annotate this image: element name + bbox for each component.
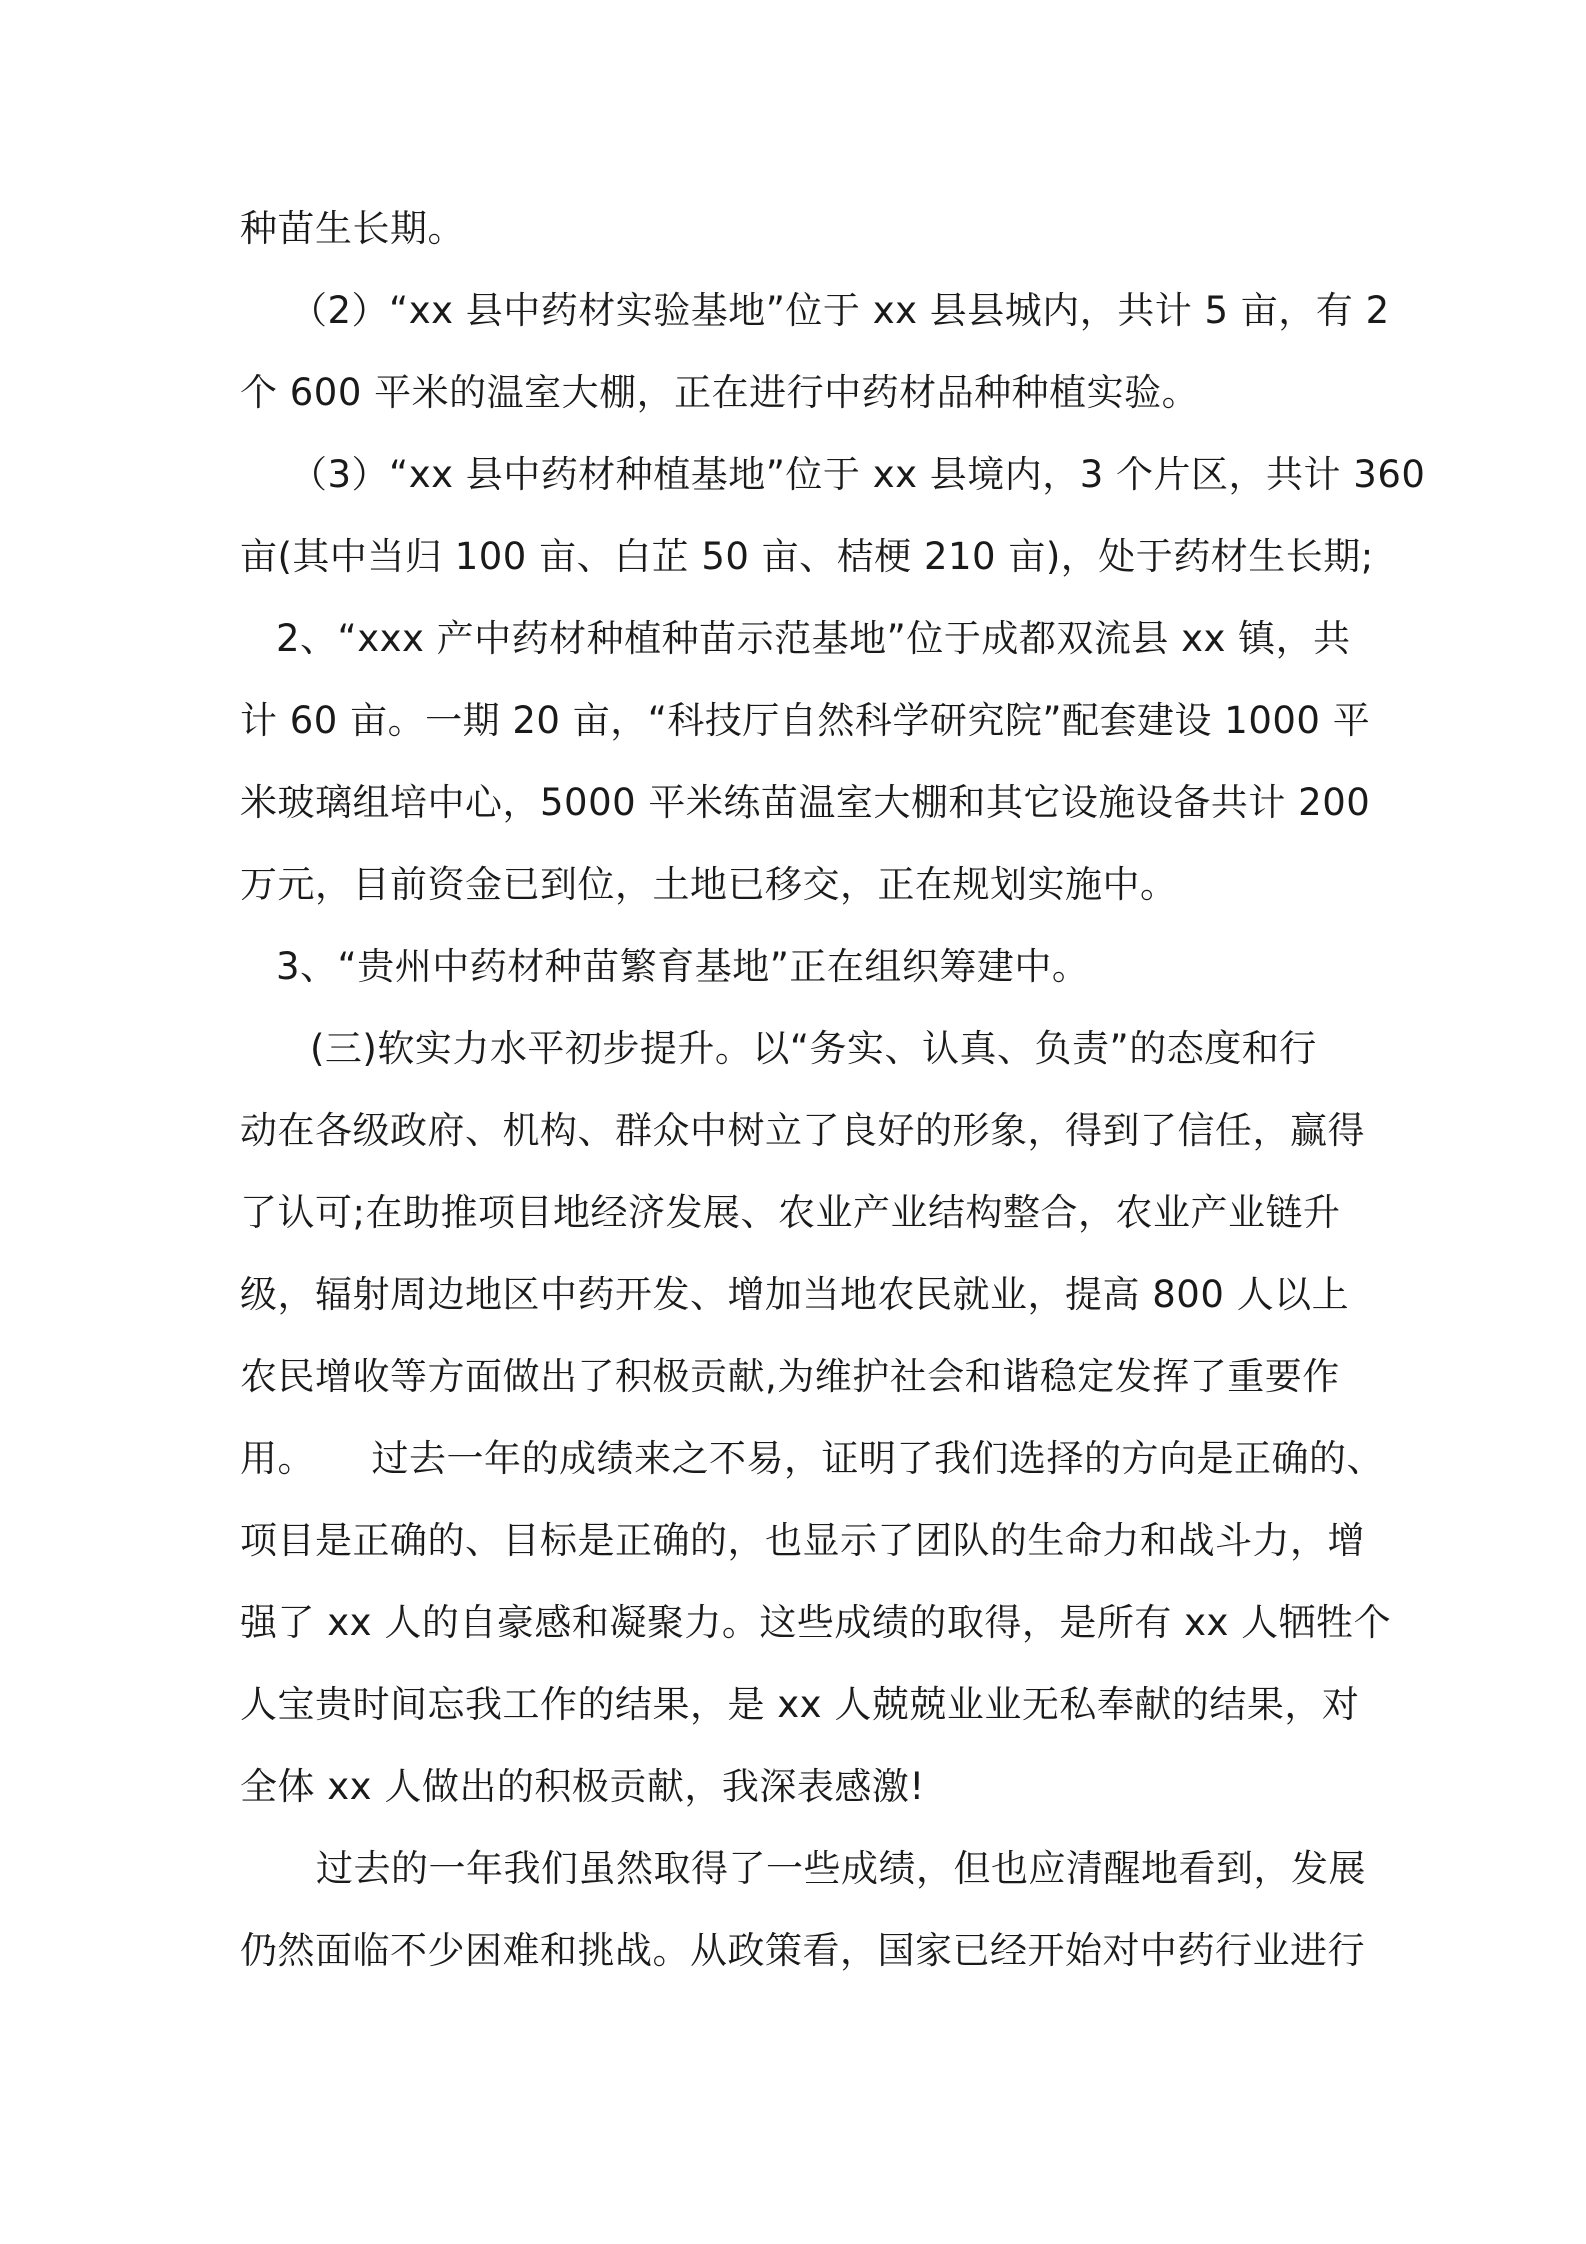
text-line: 人宝贵时间忘我工作的结果，是 xx 人兢兢业业无私奉献的结果，对 <box>240 1683 1360 1726</box>
text-line: (三)软实力水平初步提升。以“务实、认真、负责”的态度和行 <box>310 1027 1317 1070</box>
text-line: 米玻璃组培中心，5000 平米练苗温室大棚和其它设施设备共计 200 <box>240 781 1371 824</box>
text-line: 种苗生长期。 <box>240 207 465 250</box>
text-line: 动在各级政府、机构、群众中树立了良好的形象，得到了信任，赢得 <box>240 1109 1365 1152</box>
text-line: （2）“xx 县中药材实验基地”位于 xx 县县城内，共计 5 亩，有 2 <box>290 289 1390 332</box>
text-line: 用。 过去一年的成绩来之不易，证明了我们选择的方向是正确的、 <box>240 1437 1384 1480</box>
text-line: 个 600 平米的温室大棚，正在进行中药材品种种植实验。 <box>240 371 1200 414</box>
text-line: 亩(其中当归 100 亩、白芷 50 亩、桔梗 210 亩)，处于药材生长期; <box>240 535 1374 578</box>
text-line: 了认可;在助推项目地经济发展、农业产业结构整合，农业产业链升 <box>240 1191 1341 1234</box>
text-line: 项目是正确的、目标是正确的，也显示了团队的生命力和战斗力，增 <box>240 1519 1365 1562</box>
text-line: 3、“贵州中药材种苗繁育基地”正在组织筹建中。 <box>276 945 1090 988</box>
text-line: 级，辐射周边地区中药开发、增加当地农民就业，提高 800 人以上 <box>240 1273 1350 1316</box>
document-body <box>240 188 1426 1992</box>
text-line: 全体 xx 人做出的积极贡献，我深表感激! <box>240 1765 925 1808</box>
text-line: 计 60 亩。一期 20 亩，“科技厅自然科学研究院”配套建设 1000 平 <box>240 699 1371 742</box>
text-line: 强了 xx 人的自豪感和凝聚力。这些成绩的取得，是所有 xx 人牺牲个 <box>240 1601 1392 1644</box>
text-line: 仍然面临不少困难和挑战。从政策看，国家已经开始对中药行业进行 <box>240 1929 1365 1972</box>
text-line: 农民增收等方面做出了积极贡献,为维护社会和谐稳定发挥了重要作 <box>240 1355 1340 1398</box>
text-line: 2、“xxx 产中药材种植种苗示范基地”位于成都双流县 xx 镇，共 <box>276 617 1351 660</box>
text-line: 万元，目前资金已到位，土地已移交，正在规划实施中。 <box>240 863 1178 906</box>
text-line: （3）“xx 县中药材种植基地”位于 xx 县境内，3 个片区，共计 360 <box>290 453 1426 496</box>
text-line: 过去的一年我们虽然取得了一些成绩，但也应清醒地看到，发展 <box>316 1847 1366 1890</box>
